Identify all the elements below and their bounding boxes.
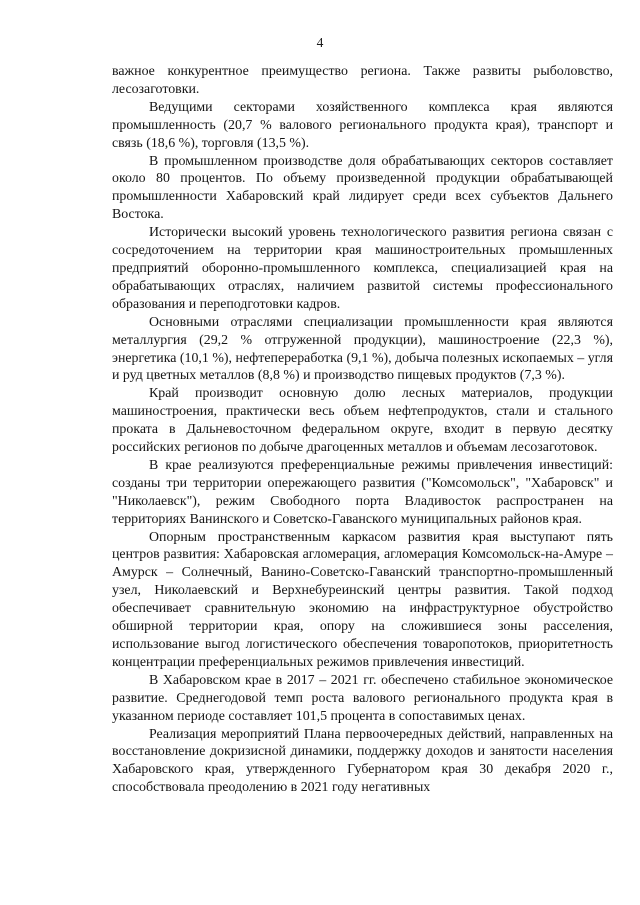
paragraph-plan-implementation: Реализация мероприятий Плана первоочередных действий, направленных на восстановление докризисной динамики, поддержку доходов и занятости населения Хабаровского края, утвержденного Губернатором края 30 декабря 2020 г., способствовала преодолению в 2021 году негативных	[112, 726, 613, 796]
paragraph-technology-history: Исторически высокий уровень технологического развития региона связан с сосредоточением на территории края машиностроительных промышленных предприятий оборонно-промышленного комплекса, специализацией края на обрабатывающих отраслях, наличием развитой системы профессионального образования и переподготовки кадров.	[112, 225, 613, 312]
paragraph-industry-specialization: Основными отраслями специализации промышленности края являются металлургия (29,2 % отгруженной продукции), машиностроение (22,3 %), энергетика (10,1 %), нефтепереработка (9,1 %), добыча полезных ископаемых – угля и руд цветных металлов (8,8 %) и производство пищевых продуктов (7,3 %).	[112, 314, 613, 384]
page-number: 4	[316, 35, 324, 50]
paragraph-production-share: Край производит основную долю лесных материалов, продукции машиностроения, практически весь объем нефтепродуктов, стали и стального проката в Дальневосточном федеральном округе, входит в первую десятку российских регионов по добыче драгоценных металлов и объемам лесозаготовок.	[112, 386, 613, 456]
paragraph-leading-sectors: Ведущими секторами хозяйственного комплекса края являются промышленность (20,7 % валового регионального продукта края), транспорт и связь (18,6 %), торговля (13,5 %).	[112, 99, 613, 151]
paragraph-continuation: важное конкурентное преимущество региона. Также развиты рыболовство, лесозаготовки.	[112, 64, 613, 97]
paragraph-development-centers: Опорным пространственным каркасом развития края выступают пять центров развития: Хабаровская агломерация, агломерация Комсомольск-на-Амуре – Амурск – Солнечный, Ванино-Советско-Гаванский транспортно-промышленный узел, Николаевский и Верхнебуреинский центры развития. Такой подход обеспечивает сравнительную экономию на инфраструктурное обустройство обширной территории края, опору на сложившиеся зоны расселения, использование выгод логистического обеспечения товаропотоков, приоритетность концентрации преференциальных режимов привлечения инвестиций.	[112, 529, 613, 670]
paragraph-economic-growth: В Хабаровском крае в 2017 – 2021 гг. обеспечено стабильное экономическое развитие. Среднегодовой темп роста валового регионального продукта края в указанном периоде составляет 101,5 процента в сопоставимых ценах.	[112, 672, 613, 724]
paragraph-manufacturing-share: В промышленном производстве доля обрабатывающих секторов составляет около 80 процентов. По объему произведенной продукции обрабатывающей промышленности Хабаровский край лидирует среди всех субъектов Дальнего Востока.	[112, 153, 613, 223]
document-body	[112, 63, 613, 797]
paragraph-preferential-regimes: В крае реализуются преференциальные режимы привлечения инвестиций: созданы три территории опережающего развития ("Комсомольск", "Хабаровск" и "Николаевск"), режим Свободного порта Владивосток распространен на территориях Ванинского и Советско-Гаванского муниципальных районов края.	[112, 457, 613, 527]
